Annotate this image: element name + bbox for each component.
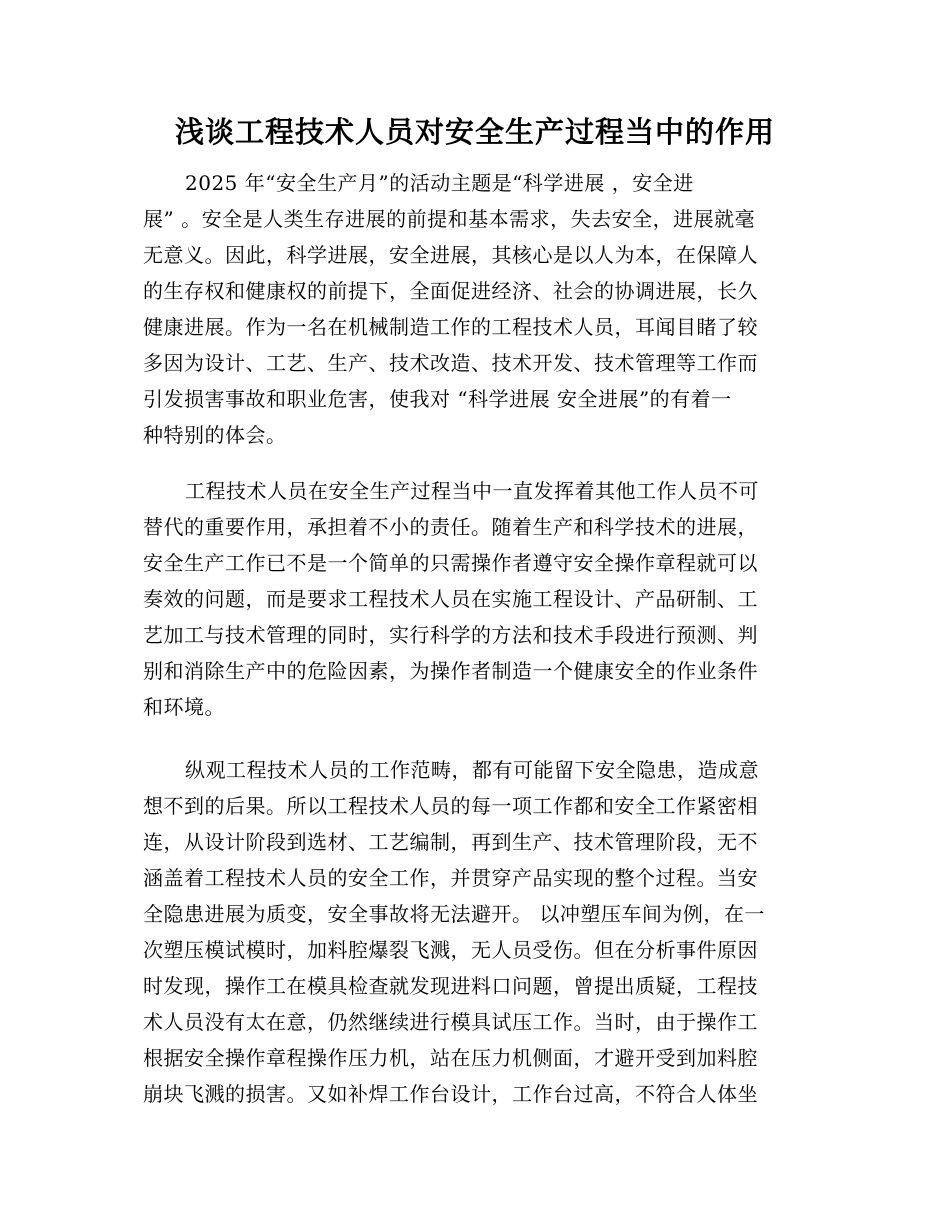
paragraph-3-line-9: 根据安全操作章程操作压力机，站在压力机侧面，才避开受到加料腔 <box>143 1046 758 1070</box>
paragraph-1-line-6: 多因为设计、工艺、生产、技术改造、技术开发、技术管理等工作而 <box>143 351 758 375</box>
paragraph-3-line-10: 崩块飞溅的损害。又如补焊工作台设计，工作台过高，不符合人体坐 <box>143 1082 758 1106</box>
paragraph-1-line-5: 健康进展。作为一名在机械制造工作的工程技术人员，耳闻目睹了较 <box>143 315 758 339</box>
paragraph-3-line-1: 纵观工程技术人员的工作范畴，都有可能留下安全隐患，造成意 <box>185 758 759 782</box>
paragraph-1-line-4: 的生存权和健康权的前提下，全面促进经济、社会的协调进展，长久 <box>143 279 758 303</box>
paragraph-2-line-1: 工程技术人员在安全生产过程当中一直发挥着其他工作人员不可 <box>185 479 759 503</box>
paragraph-2-line-2: 替代的重要作用，承担着不小的责任。随着生产和科学技术的进展， <box>143 515 758 539</box>
paragraph-1-line-1: 2025 年“安全生产月”的活动主题是“科学进展 ，安全进 <box>185 171 694 195</box>
paragraph-2-line-4: 奏效的问题，而是要求工程技术人员在实施工程设计、产品研制、工 <box>143 587 758 611</box>
paragraph-3-line-3: 连，从设计阶段到选材、工艺编制，再到生产、技术管理阶段，无不 <box>143 830 758 854</box>
paragraph-2-line-3: 安全生产工作已不是一个简单的只需操作者遵守安全操作章程就可以 <box>143 551 758 575</box>
paragraph-3-line-8: 术人员没有太在意，仍然继续进行模具试压工作。当时，由于操作工 <box>143 1010 758 1034</box>
paragraph-1-line-7: 引发损害事故和职业危害，使我对 “科学进展 安全进展”的有着一 <box>143 387 732 411</box>
paragraph-1-line-8: 种特别的体会。 <box>143 423 287 447</box>
paragraph-1-line-2: 展” 。安全是人类生存进展的前提和基本需求，失去安全，进展就毫 <box>143 207 756 231</box>
paragraph-3-line-5: 全隐患进展为质变，安全事故将无法避开。 以冲塑压车间为例，在一 <box>143 902 765 926</box>
paragraph-3-line-6: 次塑压模试模时，加料腔爆裂飞溅，无人员受伤。但在分析事件原因 <box>143 938 758 962</box>
paragraph-3-line-7: 时发现，操作工在模具检查就发现进料口问题，曾提出质疑，工程技 <box>143 974 758 998</box>
paragraph-3-line-2: 想不到的后果。所以工程技术人员的每一项工作都和安全工作紧密相 <box>143 794 758 818</box>
paragraph-2-line-6: 别和消除生产中的危险因素，为操作者制造一个健康安全的作业条件 <box>143 659 758 683</box>
paragraph-1-line-3: 无意义。因此，科学进展，安全进展，其核心是以人为本，在保障人 <box>143 243 758 267</box>
paragraph-2-line-7: 和环境。 <box>143 695 225 719</box>
paragraph-3-line-4: 涵盖着工程技术人员的安全工作，并贯穿产品实现的整个过程。当安 <box>143 866 758 890</box>
document-title: 浅谈工程技术人员对安全生产过程当中的作用 <box>174 115 775 149</box>
paragraph-2-line-5: 艺加工与技术管理的同时，实行科学的方法和技术手段进行预测、判 <box>143 623 758 647</box>
